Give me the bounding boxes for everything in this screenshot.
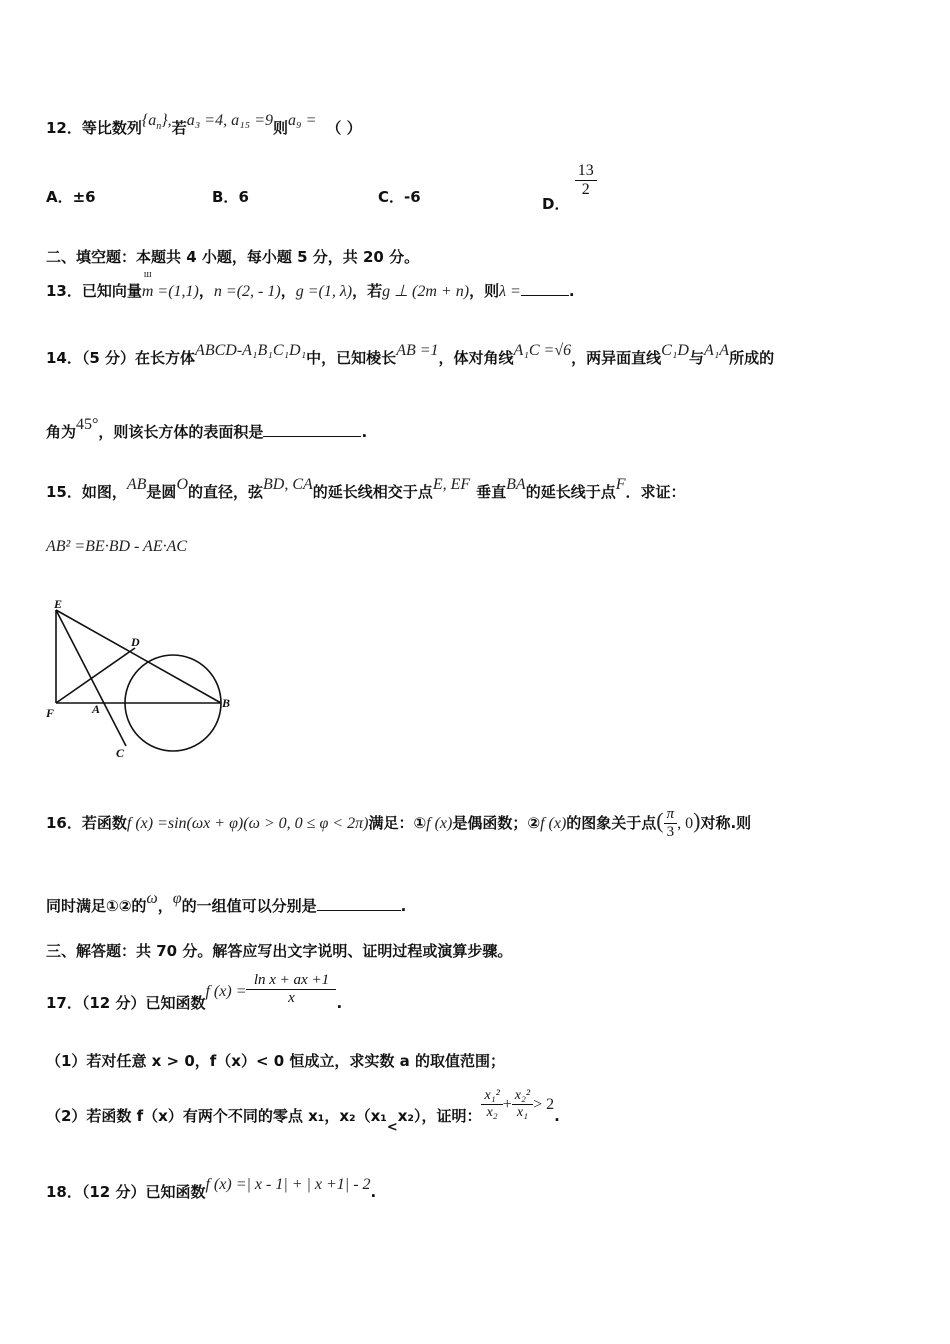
label-f: F [46,706,55,720]
question-16-line2: 同时满足①②的ω，φ的一组值可以分别是 . [46,890,407,915]
question-17: 17．（12 分）已知函数f (x) = $\frac{\text{ln x + ax +1}}{x}$ . [46,972,343,1012]
q12-target: a₉ = [288,112,317,129]
cuboid-name: ABCD-A₁B₁C₁D₁ [195,342,307,359]
q17-part-2: （2）若函数 f（x）有两个不同的零点 x₁，x₂（x₁<x₂），证明： $\frac{\text{x₁²}}{\text{x₂}}$ + $\frac{\text{x₂²}}{\text{x₁}}$ > 2. [46,1088,560,1135]
question-18: 18．（12 分）已知函数f (x) =| x - 1| + | x +1| - 2. [46,1176,377,1201]
label-a: A [92,702,101,716]
q18-function: f (x) =| x - 1| + | x +1| - 2 [205,1176,371,1193]
answer-blank-14[interactable] [263,436,361,437]
option-d-fraction: $\frac{13}{2}$ [575,162,597,199]
vector-g: g =(1, λ) [295,283,353,300]
answer-blank-16[interactable] [317,910,401,911]
section-2-heading: 二、填空题：本题共 4 小题，每小题 5 分，共 20 分。 [46,248,420,266]
question-16: 16．若函数f (x) =sin(ωx + φ)(ω > 0, 0 ≤ φ < 2π)满足：①f (x)是偶函数；②f (x)的图象关于点( $\frac{\pi}{3}$ , 0)对称.则 [46,806,752,840]
q12-condition: a₃ =4, a₁₅ =9 [186,112,273,129]
q17-part-1: （1）若对任意 x > 0，f（x）< 0 恒成立，求实数 a 的取值范围； [46,1052,506,1070]
q15-equation: AB² =BE·BD - AE·AC [46,538,188,555]
perp-condition: g ⊥ (2m + n) [382,283,470,300]
label-e: E [54,597,63,611]
answer-blank-13[interactable] [521,295,569,296]
question-14-line2: 角为45°，则该长方体的表面积是 . [46,416,368,441]
question-15: 15．如图，AB是圆O的直径，弦BD, CA的延长线相交于点E, EF 垂直BA的延长线于点F．求证： [46,476,686,501]
option-a: A．±6 [46,188,96,206]
option-d: D． $\frac{13}{2}$ [542,162,597,199]
geometry-figure [40,596,240,766]
label-b: B [222,696,231,710]
option-b: B．6 [212,188,249,206]
question-13: 13．已知向量 ш m =(1,1)，n =(2, - 1)，g =(1, λ)，若g ⊥ (2m + n)，则λ = . [46,269,575,300]
question-14: 14．（5 分）在长方体ABCD-A₁B₁C₁D₁中，已知棱长AB =1，体对角线A₁C =√6，两异面直线C₁D与A₁A所成的 [46,342,775,367]
frac-x2sq-x1: $\frac{\text{x₂²}}{\text{x₁}}$ [512,1088,533,1121]
angle-45: 45° [76,416,99,433]
vector-m: ш m =(1,1) [141,269,199,300]
question-12: 12．等比数列$\{a_n\}$,若a₃ =4, a₁₅ =9则a₉ = （ ） [46,112,362,137]
frac-x1sq-x2: $\frac{\text{x₁²}}{\text{x₂}}$ [481,1088,502,1121]
q16-function: f (x) =sin(ωx + φ)(ω > 0, 0 ≤ φ < 2π) [126,815,369,832]
line-fd [56,648,135,703]
seq-notation: $\{a_n\}$, [141,112,172,133]
label-d: D [131,635,140,649]
q17-fraction: $\frac{\text{ln x + ax +1}}{x}$ [246,972,336,1007]
option-c: C．-6 [378,188,421,206]
point-fraction: $\frac{\pi}{3}$ [664,806,678,841]
section-3-heading: 三、解答题：共 70 分。解答应写出文字说明、证明过程或演算步骤。 [46,942,513,960]
vector-n: n =(2, - 1) [213,283,281,300]
label-c: C [116,746,125,760]
